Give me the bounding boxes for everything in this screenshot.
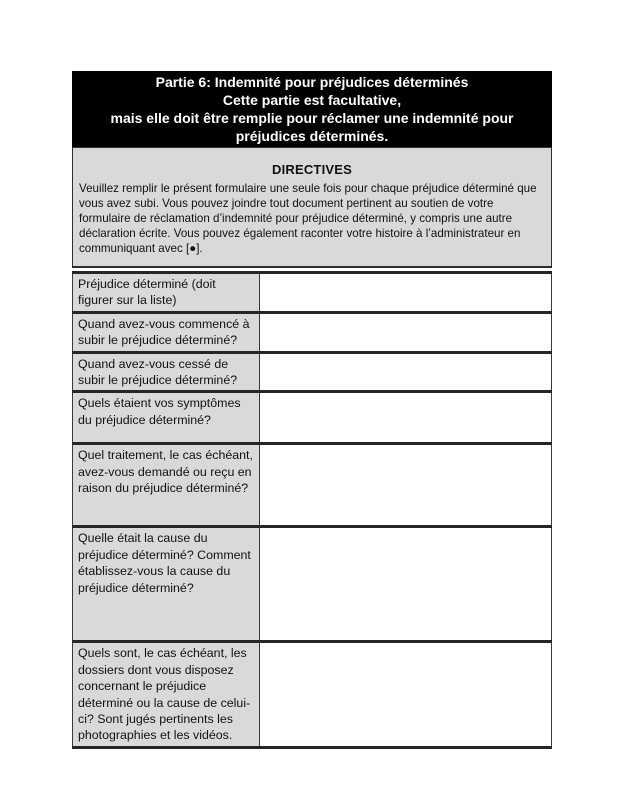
- table-row: [73, 312, 552, 352]
- answer-cell[interactable]: [260, 642, 552, 748]
- question-cell: Quels sont, le cas échéant, les dossiers dont vous disposez concernant le préjudice déterminé ou la cause de celui-ci? Sont jugés pertinents les photographies et les vidéos.: [73, 642, 260, 748]
- part6-title: Partie 6: Indemnité pour préjudices déterminés: [155, 74, 469, 90]
- claim-form-table: [72, 271, 552, 749]
- form-page: [72, 71, 552, 749]
- table-row: [73, 527, 552, 642]
- answer-cell[interactable]: [260, 273, 552, 313]
- question-cell: Quelle était la cause du préjudice déterminé? Comment établissez-vous la cause du préjudice déterminé?: [73, 527, 260, 642]
- table-row: [73, 642, 552, 748]
- question-cell: Quand avez-vous cessé de subir le préjudice déterminé?: [73, 352, 260, 392]
- part6-subtitle-line2: mais elle doit être remplie pour réclamer une indemnité pour: [110, 110, 514, 126]
- part6-subtitle-line1: Cette partie est facultative,: [222, 92, 402, 108]
- question-cell: Quels étaient vos symptômes du préjudice déterminé?: [73, 392, 260, 444]
- answer-cell[interactable]: [260, 444, 552, 527]
- question-cell: Quel traitement, le cas échéant, avez-vous demandé ou reçu en raison du préjudice déterminé?: [73, 444, 260, 527]
- table-row: [73, 352, 552, 392]
- table-row: [73, 392, 552, 444]
- answer-cell[interactable]: [260, 352, 552, 392]
- table-row: [73, 444, 552, 527]
- part6-subtitle-line3: préjudices déterminés.: [235, 128, 389, 144]
- table-row: [73, 273, 552, 313]
- answer-cell[interactable]: [260, 527, 552, 642]
- question-cell: Préjudice déterminé (doit figurer sur la liste): [73, 273, 260, 313]
- answer-cell[interactable]: [260, 392, 552, 444]
- answer-cell[interactable]: [260, 312, 552, 352]
- directives-body-text: Veuillez remplir le présent formulaire une seule fois pour chaque préjudice déterminé que vous avez subi. Vous pouvez joindre tout document pertinent au soutien de votre formulaire de réclamation d’indemnité pour préjudice déterminé, y compris une autre déclaration écrite. Vous pouvez également raconter votre histoire à l’administrateur en communiquant avec [●].: [79, 182, 537, 255]
- question-cell: Quand avez-vous commencé à subir le préjudice déterminé?: [73, 312, 260, 352]
- part6-header-banner: [72, 71, 552, 147]
- directives-title: DIRECTIVES: [271, 162, 352, 177]
- directives-box: [72, 147, 552, 268]
